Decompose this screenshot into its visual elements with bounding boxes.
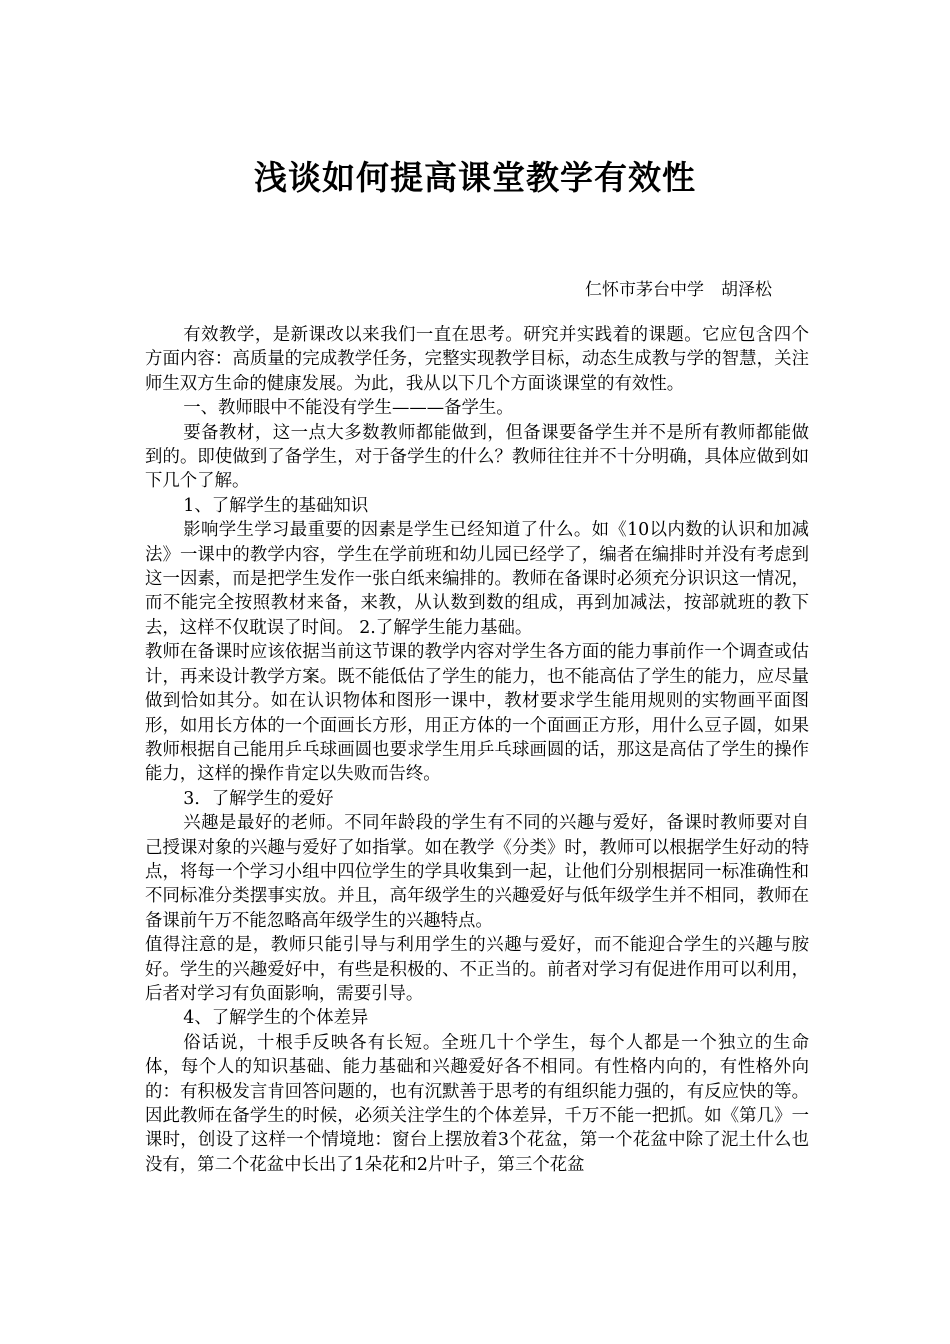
paragraph-interest: 兴趣是最好的老师。不同年龄段的学生有不同的兴趣与爱好，备课时教师要对自己授课对象的兴趣与爱好了如指掌。如在教学《分类》时，教师可以根据学生好动的特点，将每一个学习小组中四位学生的学具收集到一起，让他们分别根据同一标准确性和不同标准分类摆事实放。并且，高年级学生的兴趣爱好与低年级学生并不相同，教师在备课前午万不能忽略高年级学生的兴趣特点。 (145, 813, 809, 931)
paragraph-differences: 俗话说，十根手反映各有长短。全班几十个学生，每个人都是一个独立的生命体，每个人的知识基础、能力基础和兴趣爱好各不相同。有性格内向的，有性格外向的：有积极发言肯回答问题的，也有沉默善于思考的有组织能力强的，有反应快的等。因此教师在备学生的时候，必须关注学生的个体差异，千万不能一把抓。如《第几》一课时，创设了这样一个情境地：窗台上摆放着3个花盆，第一个花盆中除了泥土什么也没有，第二个花盆中长出了1朵花和2片叶子，第三个花盆 (145, 1032, 809, 1175)
subheading-knowledge: 1、了解学生的基础知识 (183, 495, 369, 516)
paragraph-interest-note: 值得注意的是，教师只能引导与利用学生的兴趣与爱好，而不能迎合学生的兴趣与胺好。学生的兴趣爱好中，有些是积极的、不正当的。前者对学习有促进作用可以利用，后者对学习有负面影响，需要引导。 (145, 935, 809, 1004)
document-body (145, 323, 809, 1177)
paragraph-ability: 教师在备课时应该依据当前这节课的教学内容对学生各方面的能力事前作一个调查或估计，再来设计教学方案。既不能低估了学生的能力，也不能高估了学生的能力，应尽量做到恰如其分。如在认识物体和图形一课中，教材要求学生能用规则的实物画平面图形，如用长方体的一个面画长方形，用正方体的一个面画正方形，用什么豆子圆，如果教师根据自己能用乒乓球画圆也要求学生用乒乓球画圆的话，那这是高估了学生的操作能力，这样的操作肯定以失败而告终。 (145, 642, 809, 785)
paragraph-prepare: 要备教材，这一点大多数教师都能做到，但备课要备学生并不是所有教师都能做到的。即使做到了备学生，对于备学生的什么？教师往往并不十分明确，具体应做到如下几个了解。 (145, 422, 809, 492)
paragraph-knowledge: 影响学生学习最重要的因素是学生已经知道了什么。如《10以内数的认识和加减法》一课中的教学内容，学生在学前班和幼儿园已经学了，编者在编排时并没有考虑到这一因素，而是把学生发作一张白纸来编排的。教师在备课时必须充分识识这一情况，而不能完全按照教材来备，来教，从认数到数的组成，再到加减法，按部就班的教下去，这样不仅耽误了时间。 2.了解学生能力基础。 (145, 520, 809, 638)
section-heading-1: 一、教师眼中不能没有学生———备学生。 (183, 398, 514, 419)
subheading-differences: 4、了解学生的个体差异 (183, 1008, 369, 1029)
subheading-interest: 3．了解学生的爱好 (183, 788, 334, 809)
paragraph-intro: 有效教学，是新课改以来我们一直在思考。研究并实践着的课题。它应包含四个方面内容：高质量的完成教学任务，完整实现教学目标，动态生成教与学的智慧，关注师生双方生命的健康发展。为此，我从以下几个方面谈课堂的有效性。 (145, 325, 809, 394)
author-line: 仁怀市茅台中学 胡泽松 (585, 280, 772, 300)
document-title: 浅谈如何提高课堂教学有效性 (254, 158, 696, 197)
